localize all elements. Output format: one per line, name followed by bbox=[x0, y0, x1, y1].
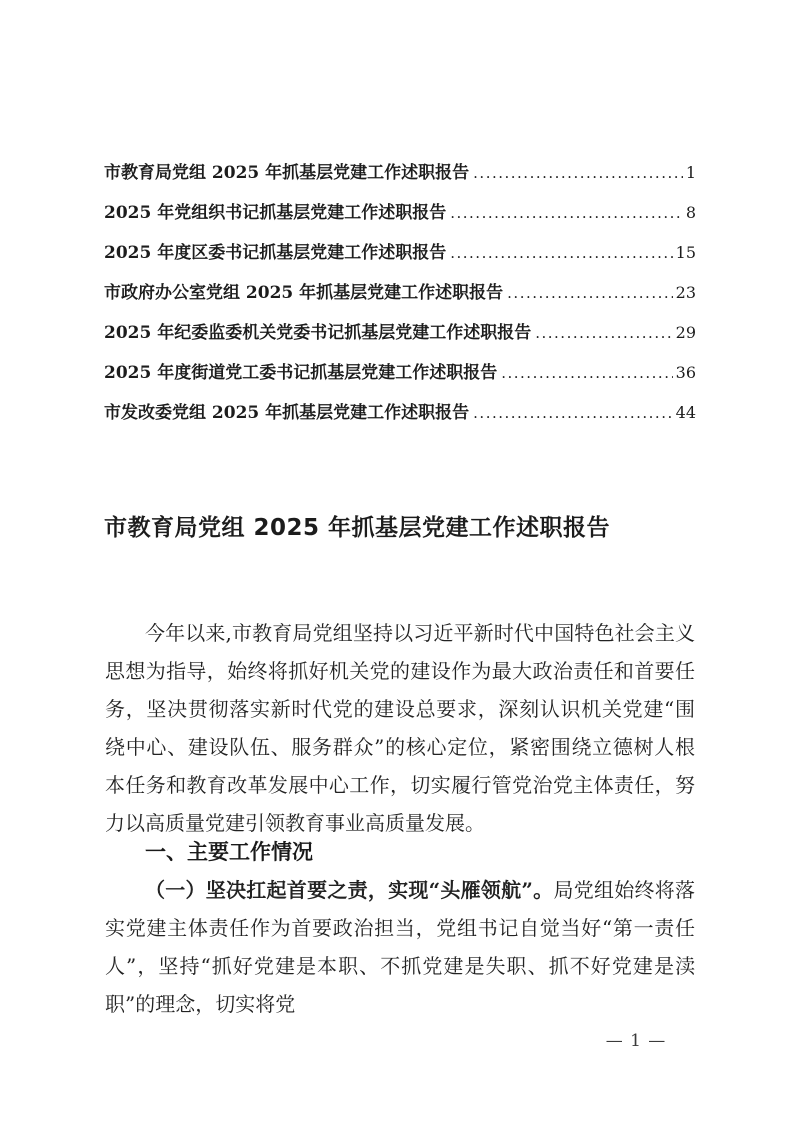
paragraph-section-1-lead: （一）坚决扛起首要之责，实现“头雁领航”。 bbox=[145, 878, 554, 902]
toc-entry-page: 23 bbox=[675, 283, 696, 302]
toc-entry-label: 市政府办公室党组 2025 年抓基层党建工作述职报告 bbox=[104, 283, 504, 303]
toc-leader-dots bbox=[473, 393, 672, 433]
toc-entry-page: 36 bbox=[675, 363, 696, 382]
toc-entry-page: 29 bbox=[675, 323, 696, 342]
toc-entry-label: 2025 年纪委监委机关党委书记抓基层党建工作述职报告 bbox=[104, 323, 532, 343]
toc-entry bbox=[104, 313, 696, 353]
paragraph-section-1 bbox=[105, 871, 695, 1023]
toc-leader-dots bbox=[450, 233, 672, 273]
toc-entry-label: 2025 年度区委书记抓基层党建工作述职报告 bbox=[104, 243, 447, 263]
toc-entry-page: 1 bbox=[685, 163, 696, 182]
toc-leader-dots bbox=[535, 313, 672, 353]
section-heading: 一、主要工作情况 bbox=[145, 840, 313, 865]
toc-entry-page: 44 bbox=[675, 403, 696, 422]
toc-entry bbox=[104, 193, 696, 233]
toc-entry bbox=[104, 353, 696, 393]
toc-leader-dots bbox=[450, 193, 683, 233]
toc-entry-page: 15 bbox=[675, 243, 696, 262]
toc-entry bbox=[104, 393, 696, 433]
toc-entry-label: 市教育局党组 2025 年抓基层党建工作述职报告 bbox=[104, 163, 470, 183]
toc-entry bbox=[104, 233, 696, 273]
toc-entry-label: 2025 年度街道党工委书记抓基层党建工作述职报告 bbox=[104, 363, 498, 383]
toc-entry-page: 8 bbox=[685, 203, 696, 222]
paragraph-intro: 今年以来,市教育局党组坚持以习近平新时代中国特色社会主义思想为指导，始终将抓好机关党的建设作为最大政治责任和首要任务，坚决贯彻落实新时代党的建设总要求，深刻认识机关党建“围绕中心、建设队伍、服务群众”的核心定位，紧密围绕立德树人根本任务和教育改革发展中心工作，切实履行管党治党主体责任，努力以高质量党建引领教育事业高质量发展。 bbox=[105, 621, 695, 835]
paragraph-section-1-rest: 局党组始终将落实党建主体责任作为首要政治担当，党组书记自觉当好“第一责任人”，坚持“抓好党建是本职、不抓党建是失职、抓不好党建是渎职”的理念，切实将党 bbox=[105, 878, 696, 1016]
toc-entry-label: 2025 年党组织书记抓基层党建工作述职报告 bbox=[104, 203, 447, 223]
report-title: 市教育局党组 2025 年抓基层党建工作述职报告 bbox=[104, 515, 611, 542]
toc-entry-label: 市发改委党组 2025 年抓基层党建工作述职报告 bbox=[104, 403, 470, 423]
page-number: — 1 — bbox=[605, 1031, 667, 1051]
toc-entry bbox=[104, 153, 696, 193]
toc-leader-dots bbox=[501, 353, 672, 393]
toc-leader-dots bbox=[473, 153, 683, 193]
toc-leader-dots bbox=[507, 273, 672, 313]
toc-entry bbox=[104, 273, 696, 313]
table-of-contents bbox=[104, 153, 696, 433]
